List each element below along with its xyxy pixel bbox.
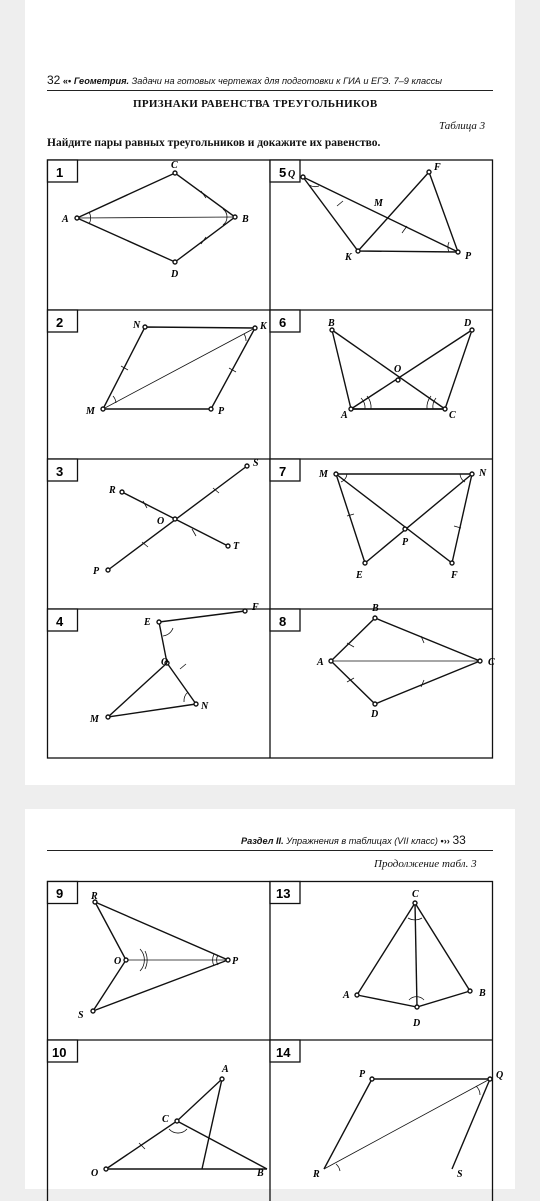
point-label: D: [170, 269, 178, 280]
point-label: A: [316, 657, 324, 668]
figure-grid: [47, 158, 493, 758]
figure-13: [355, 901, 472, 1009]
cell-number-14: 14: [276, 1045, 291, 1060]
point-label: N: [132, 320, 141, 331]
figure-10: [104, 1077, 267, 1171]
point-label: B: [241, 214, 249, 225]
cell-number-7: 7: [279, 464, 286, 479]
section-title: ПРИЗНАКИ РАВЕНСТВА ТРЕУГОЛЬНИКОВ: [133, 98, 378, 110]
point-label: C: [171, 160, 178, 171]
point-label: N: [478, 468, 487, 479]
page-header: [241, 833, 466, 847]
table-label: Таблица 3: [439, 120, 485, 132]
point-label: M: [85, 406, 96, 417]
point-label: B: [478, 988, 486, 999]
point-label: E: [355, 570, 363, 581]
point-label: K: [259, 321, 268, 332]
point-label: D: [412, 1018, 420, 1029]
point-label: R: [312, 1169, 320, 1180]
point-label: C: [488, 657, 495, 668]
point-label: P: [402, 537, 409, 548]
point-label: C: [412, 889, 419, 900]
point-label: F: [433, 162, 441, 173]
figure-grid: [47, 881, 493, 1201]
point-label: P: [232, 956, 239, 967]
point-label: B: [256, 1168, 264, 1179]
point-label: F: [251, 602, 259, 613]
figure-5: [301, 170, 460, 254]
header-text: Упражнения в таблицах (VII класс): [286, 836, 438, 846]
point-label: D: [370, 709, 378, 720]
figure-8: [329, 616, 482, 706]
figure-3: [106, 464, 249, 572]
point-label: O: [114, 956, 121, 967]
point-label: M: [318, 469, 329, 480]
point-label: S: [457, 1169, 463, 1180]
point-label: M: [89, 714, 100, 725]
point-label: A: [61, 214, 69, 225]
point-label: Q: [288, 169, 295, 180]
point-label: D: [463, 318, 471, 329]
figure-9: [91, 900, 230, 1013]
figure-4: [106, 609, 247, 719]
point-label: P: [218, 406, 225, 417]
point-label: K: [344, 252, 353, 263]
point-label: B: [327, 318, 335, 329]
point-label: R: [108, 485, 116, 496]
header-section: Раздел II.: [241, 836, 284, 846]
cell-number-4: 4: [56, 614, 64, 629]
header-mark: «•: [63, 76, 71, 86]
cell-number-13: 13: [276, 886, 290, 901]
point-label: E: [143, 617, 151, 628]
figure-6: [330, 328, 474, 411]
page-number: 33: [452, 833, 465, 847]
cell-number-6: 6: [279, 315, 286, 330]
figure-2: [101, 325, 257, 411]
cell-number-1: 1: [56, 165, 63, 180]
point-label: Q: [496, 1070, 503, 1081]
page-number: 32: [47, 73, 60, 87]
point-label: O: [91, 1168, 98, 1179]
point-label: F: [450, 570, 458, 581]
point-label: O: [161, 657, 168, 668]
point-label: A: [340, 410, 348, 421]
point-label: A: [342, 990, 350, 1001]
cell-number-10: 10: [52, 1045, 66, 1060]
point-label: B: [371, 603, 379, 614]
point-label: T: [233, 541, 240, 552]
cell-number-9: 9: [56, 886, 63, 901]
figure-14: [324, 1077, 492, 1171]
point-label: P: [93, 566, 100, 577]
continuation-label: Продолжение табл. 3: [374, 858, 477, 870]
figure-7: [334, 472, 474, 565]
point-label: O: [157, 516, 164, 527]
figure-1: [75, 171, 237, 264]
header-subject: Геометрия.: [74, 76, 129, 86]
book-page-32: [25, 0, 515, 785]
point-label: C: [162, 1114, 169, 1125]
cell-number-5: 5: [279, 165, 286, 180]
cell-number-2: 2: [56, 315, 63, 330]
point-label: S: [78, 1010, 84, 1021]
point-label: M: [373, 198, 384, 209]
point-label: R: [90, 891, 98, 902]
book-page-33: [25, 809, 515, 1189]
cell-number-8: 8: [279, 614, 286, 629]
header-rule: [47, 850, 493, 851]
point-label: P: [359, 1069, 366, 1080]
task-text: Найдите пары равных треугольников и докажите их равенство.: [47, 137, 380, 149]
header-mark: •››: [441, 836, 450, 846]
point-label: S: [253, 458, 259, 469]
point-label: N: [200, 701, 209, 712]
point-label: O: [394, 364, 401, 375]
page-header: [47, 73, 442, 87]
point-label: P: [465, 251, 472, 262]
header-rule: [47, 90, 493, 91]
header-text: Задачи на готовых чертежах для подготовки к ГИА и ЕГЭ. 7–9 классы: [132, 76, 442, 86]
point-label: A: [221, 1064, 229, 1075]
cell-number-3: 3: [56, 464, 63, 479]
point-label: C: [449, 410, 456, 421]
